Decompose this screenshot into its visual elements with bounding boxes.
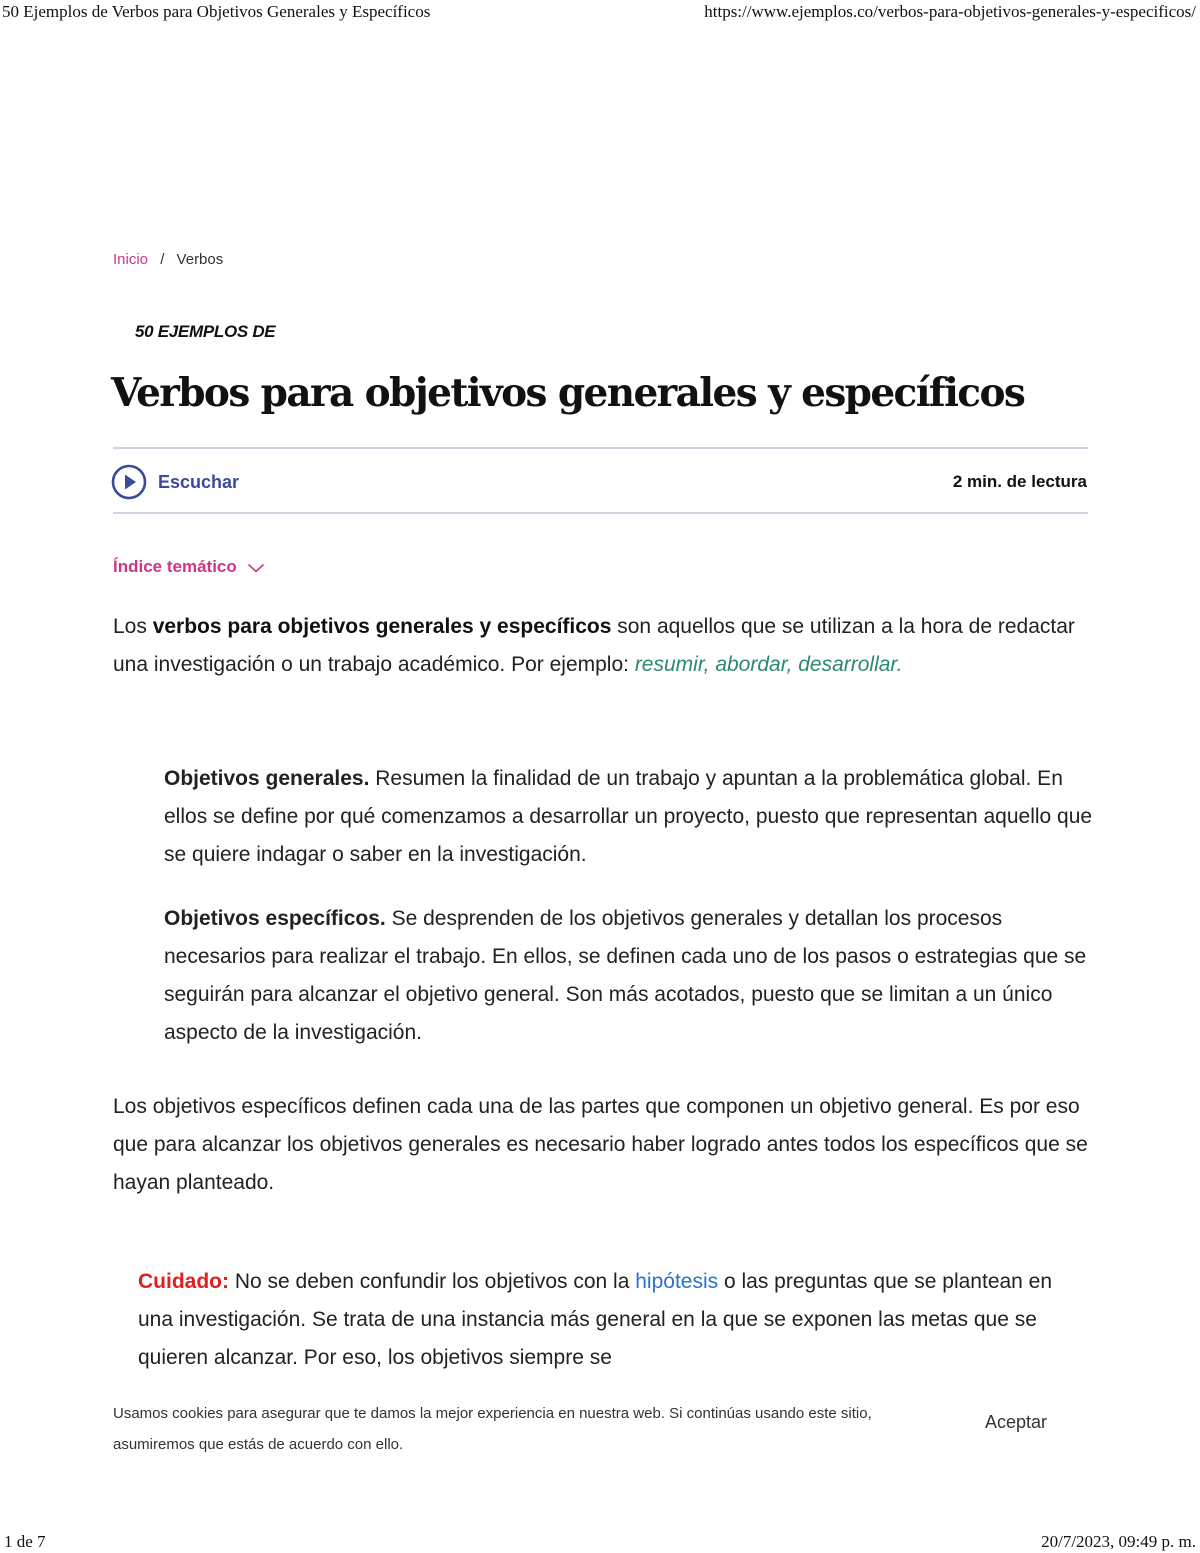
body-paragraph: Los objetivos específicos definen cada una de las partes que componen un objetivo general. Es por eso que para alcanzar los objetivos generales es necesario haber logrado antes todos los específicos que se hayan planteado. xyxy=(113,1095,1088,1194)
print-header-url: https://www.ejemplos.co/verbos-para-objetivos-generales-y-especificos/ xyxy=(704,2,1196,21)
definition-term: Objetivos específicos. xyxy=(164,907,386,930)
breadcrumb-current[interactable]: Verbos xyxy=(176,251,224,268)
breadcrumb xyxy=(113,251,223,268)
read-time: 2 min. de lectura xyxy=(952,472,1087,491)
hipotesis-link[interactable]: hipótesis xyxy=(635,1270,719,1293)
play-circle-icon xyxy=(111,464,147,500)
print-footer xyxy=(0,1532,1200,1552)
intro-pre: Los xyxy=(113,615,153,638)
accept-cookies-button[interactable]: Aceptar xyxy=(985,1412,1048,1432)
cookie-banner xyxy=(0,1388,1200,1468)
page-number: 1 de 7 xyxy=(4,1532,46,1551)
listen-label: Escuchar xyxy=(158,471,240,492)
divider-bottom xyxy=(113,512,1088,514)
cookie-text: Usamos cookies para asegurar que te damos la mejor experiencia en nuestra web. Si continúas usando este sitio, asumiremos que estás de acuerdo con ello. xyxy=(113,1405,872,1453)
page-title: Verbos para objetivos generales y específicos xyxy=(111,370,1025,416)
definition-text: Resumen la finalidad de un trabajo y apuntan a la problemática global. En ellos se define por qué comenzamos a desarrollar un proyecto, puesto que representan aquello que se quiere indagar o saber en la investigación. xyxy=(164,767,1093,866)
definition-term: Objetivos generales. xyxy=(164,767,370,790)
intro-examples: resumir, abordar, desarrollar. xyxy=(634,653,903,676)
intro-post: son aquellos que se utilizan a la hora de redactar una investigación o un trabajo académico. Por ejemplo: xyxy=(113,615,1075,676)
definition-text: Se desprenden de los objetivos generales y detallan los procesos necesarios para realizar el trabajo. En ellos, se definen cada uno de los pasos o estrategias que se seguirán para alcanzar el objetivo general. Son más acotados, puesto que se limitan a un único aspecto de la investigación. xyxy=(164,907,1087,1044)
print-datetime: 20/7/2023, 09:49 p. m. xyxy=(1041,1532,1196,1551)
breadcrumb-home-link[interactable]: Inicio xyxy=(113,251,149,268)
callout-post: o las preguntas que se plantean en una investigación. Se trata de una instancia más general en la que se exponen las metas que se quieren alcanzar. Por eso, los objetivos siempre se xyxy=(138,1270,1053,1369)
warning-label: Cuidado: xyxy=(138,1270,229,1293)
listen-button[interactable] xyxy=(111,464,239,500)
toc-label: Índice temático xyxy=(113,557,237,576)
toc-toggle[interactable] xyxy=(113,557,265,577)
chevron-down-icon xyxy=(247,561,265,573)
intro-bold: verbos para objetivos generales y específicos xyxy=(152,615,612,638)
definition-specific xyxy=(164,900,1099,1052)
print-header xyxy=(0,2,1200,26)
definition-general xyxy=(164,760,1099,874)
intro-paragraph xyxy=(113,608,1093,684)
breadcrumb-separator: / xyxy=(160,251,165,268)
divider-top xyxy=(113,447,1088,449)
warning-callout xyxy=(138,1263,1058,1377)
print-header-title: 50 Ejemplos de Verbos para Objetivos Generales y Específicos xyxy=(2,2,431,21)
callout-pre: No se deben confundir los objetivos con la xyxy=(228,1270,636,1293)
article-kicker: 50 EJEMPLOS DE xyxy=(135,322,276,341)
